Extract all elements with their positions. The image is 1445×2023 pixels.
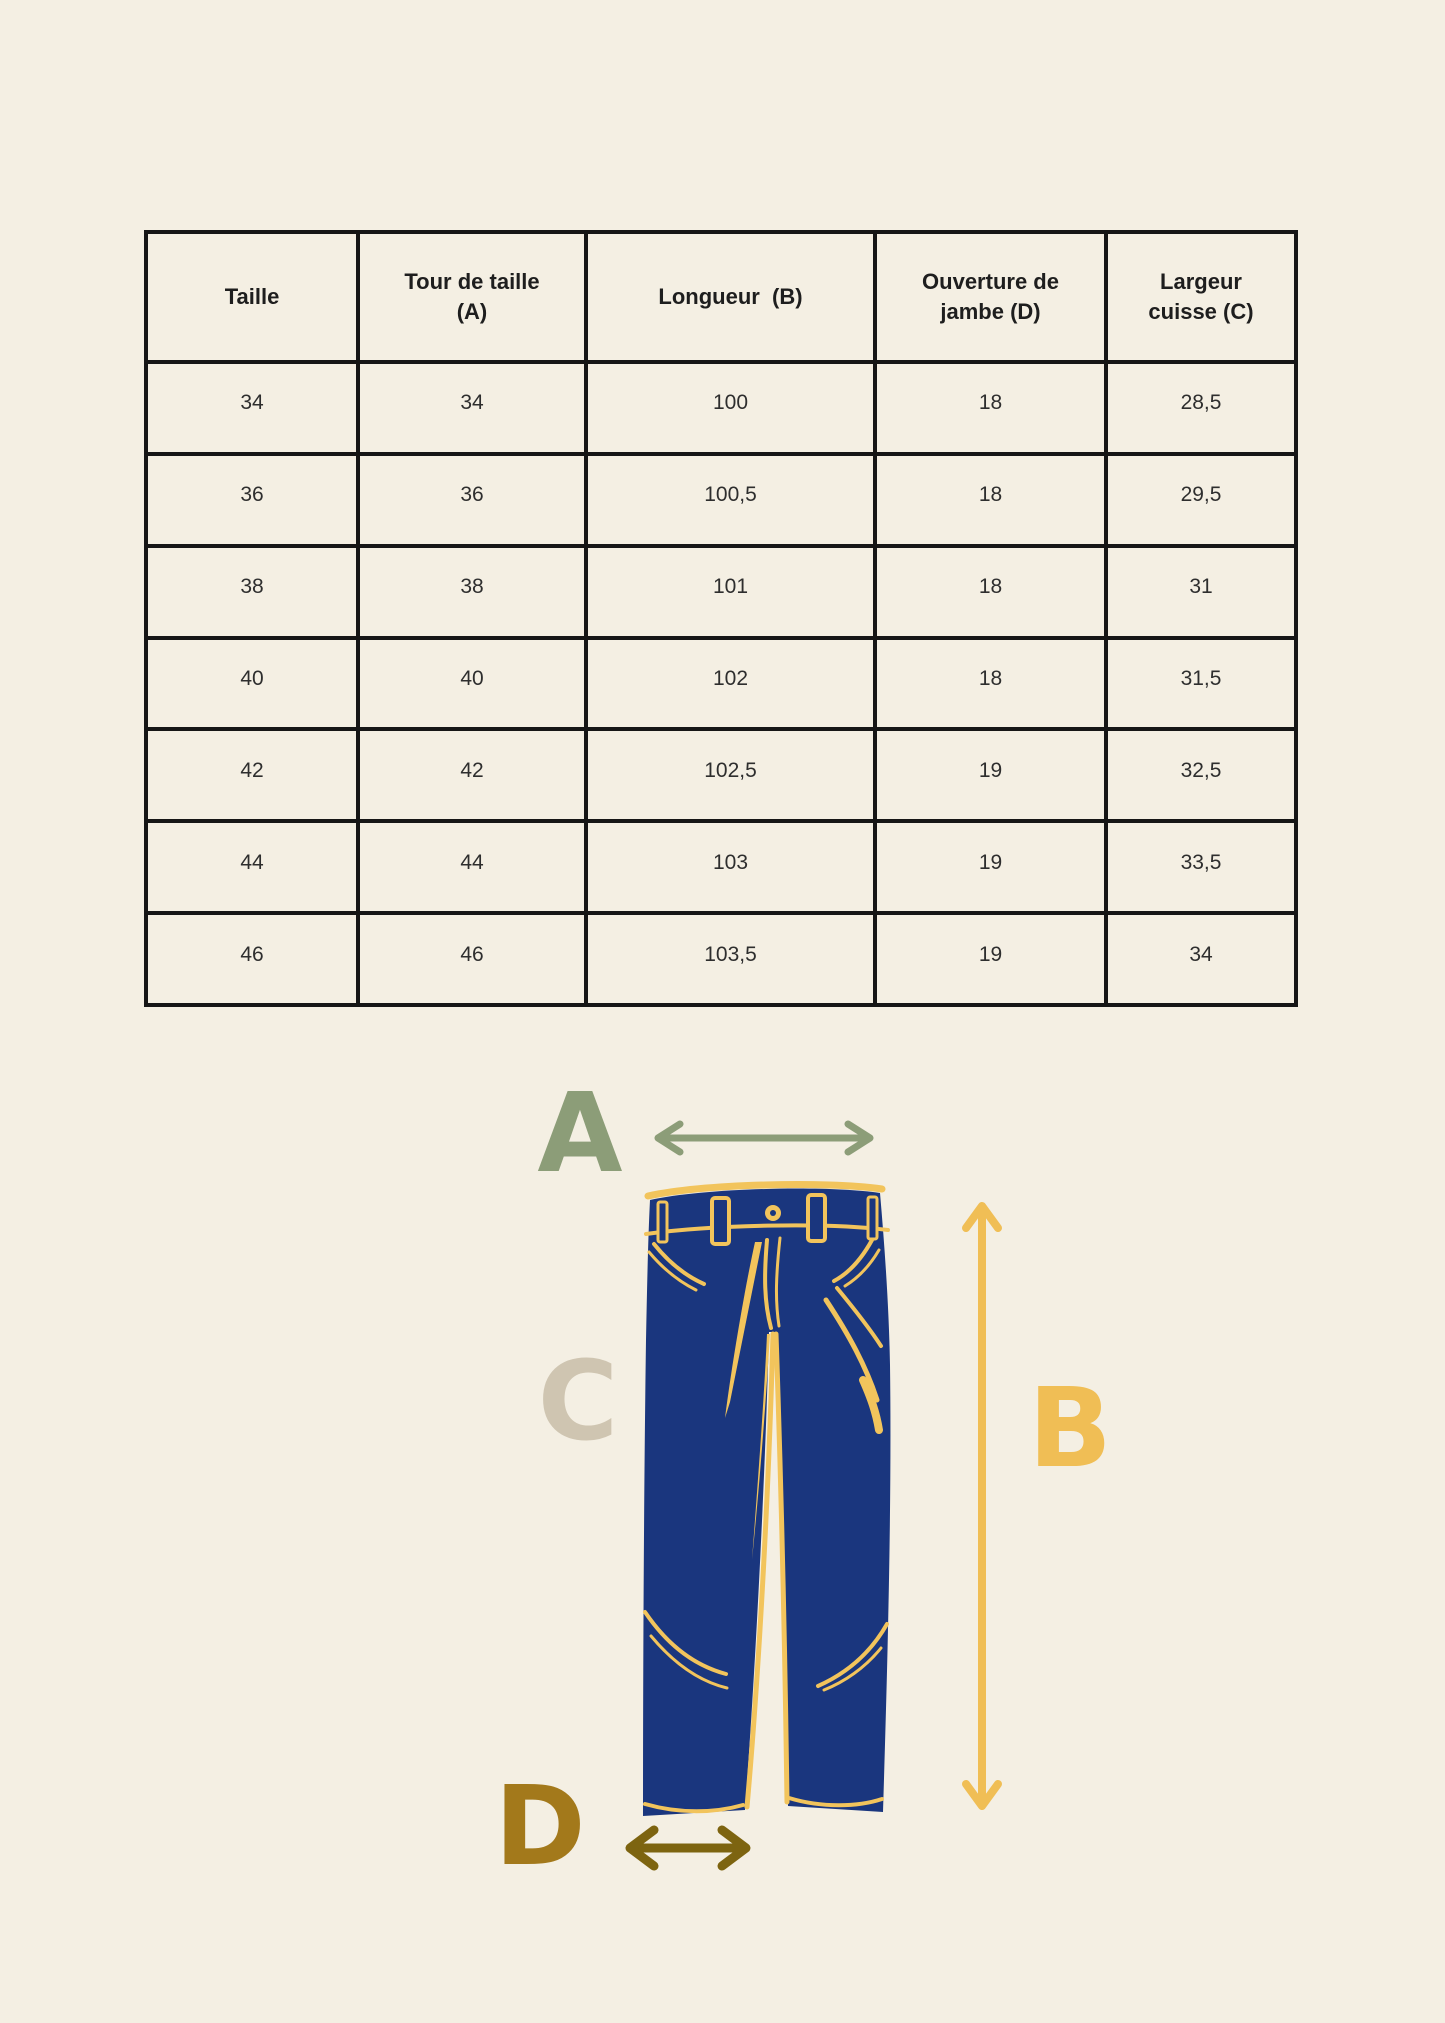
table-cell: 34	[146, 362, 358, 454]
table-cell: 18	[875, 638, 1106, 730]
measure-label-b: B	[1028, 1363, 1112, 1492]
table-cell: 102,5	[586, 729, 875, 821]
table-cell: 18	[875, 362, 1106, 454]
size-chart-table	[144, 230, 1298, 1007]
table-cell: 46	[358, 913, 586, 1005]
table-cell: 31	[1106, 546, 1296, 638]
table-row	[146, 546, 1296, 638]
table-cell: 101	[586, 546, 875, 638]
measure-label-a: A	[537, 1068, 623, 1197]
length-arrow-b-icon	[958, 1196, 1006, 1816]
table-cell: 46	[146, 913, 358, 1005]
table-cell: 18	[875, 454, 1106, 546]
header-line: Largeur	[1160, 269, 1242, 294]
table-row	[146, 638, 1296, 730]
table-cell: 19	[875, 913, 1106, 1005]
table-cell: 28,5	[1106, 362, 1296, 454]
header-line: jambe (D)	[940, 299, 1041, 324]
table-cell: 29,5	[1106, 454, 1296, 546]
table-cell: 102	[586, 638, 875, 730]
table-row	[146, 454, 1296, 546]
table-cell: 31,5	[1106, 638, 1296, 730]
header-line: Longueur (B)	[658, 284, 803, 309]
table-cell: 19	[875, 821, 1106, 913]
table-cell: 40	[358, 638, 586, 730]
table-row	[146, 913, 1296, 1005]
table-row	[146, 729, 1296, 821]
table-cell: 100,5	[586, 454, 875, 546]
measure-label-d: D	[494, 1761, 586, 1890]
table-cell: 18	[875, 546, 1106, 638]
table-cell: 44	[146, 821, 358, 913]
header-line: Taille	[224, 284, 280, 309]
table-cell: 38	[146, 546, 358, 638]
header-line: Ouverture de	[922, 269, 1059, 294]
table-cell: 100	[586, 362, 875, 454]
jeans-illustration	[630, 1180, 896, 1860]
table-cell: 38	[358, 546, 586, 638]
table-cell: 19	[875, 729, 1106, 821]
column-header-largeur-cuisse	[1106, 232, 1296, 362]
table-cell: 36	[358, 454, 586, 546]
table-row	[146, 362, 1296, 454]
table-cell: 40	[146, 638, 358, 730]
column-header-taille	[146, 232, 358, 362]
waist-arrow-a-icon	[646, 1116, 882, 1160]
header-line: Tour de taille	[404, 269, 540, 294]
table-row	[146, 821, 1296, 913]
table-cell: 44	[358, 821, 586, 913]
table-cell: 42	[358, 729, 586, 821]
table-cell: 42	[146, 729, 358, 821]
table-cell: 34	[358, 362, 586, 454]
table-cell: 34	[1106, 913, 1296, 1005]
header-row	[146, 232, 1296, 362]
table-cell: 103,5	[586, 913, 875, 1005]
table-cell: 32,5	[1106, 729, 1296, 821]
column-header-ouverture-jambe	[875, 232, 1106, 362]
measure-label-c: C	[537, 1336, 619, 1465]
header-line: cuisse (C)	[1148, 299, 1254, 324]
header-line: (A)	[456, 299, 488, 324]
column-header-tour-de-taille	[358, 232, 586, 362]
table-cell: 33,5	[1106, 821, 1296, 913]
table-cell: 36	[146, 454, 358, 546]
column-header-longueur	[586, 232, 875, 362]
table-cell: 103	[586, 821, 875, 913]
